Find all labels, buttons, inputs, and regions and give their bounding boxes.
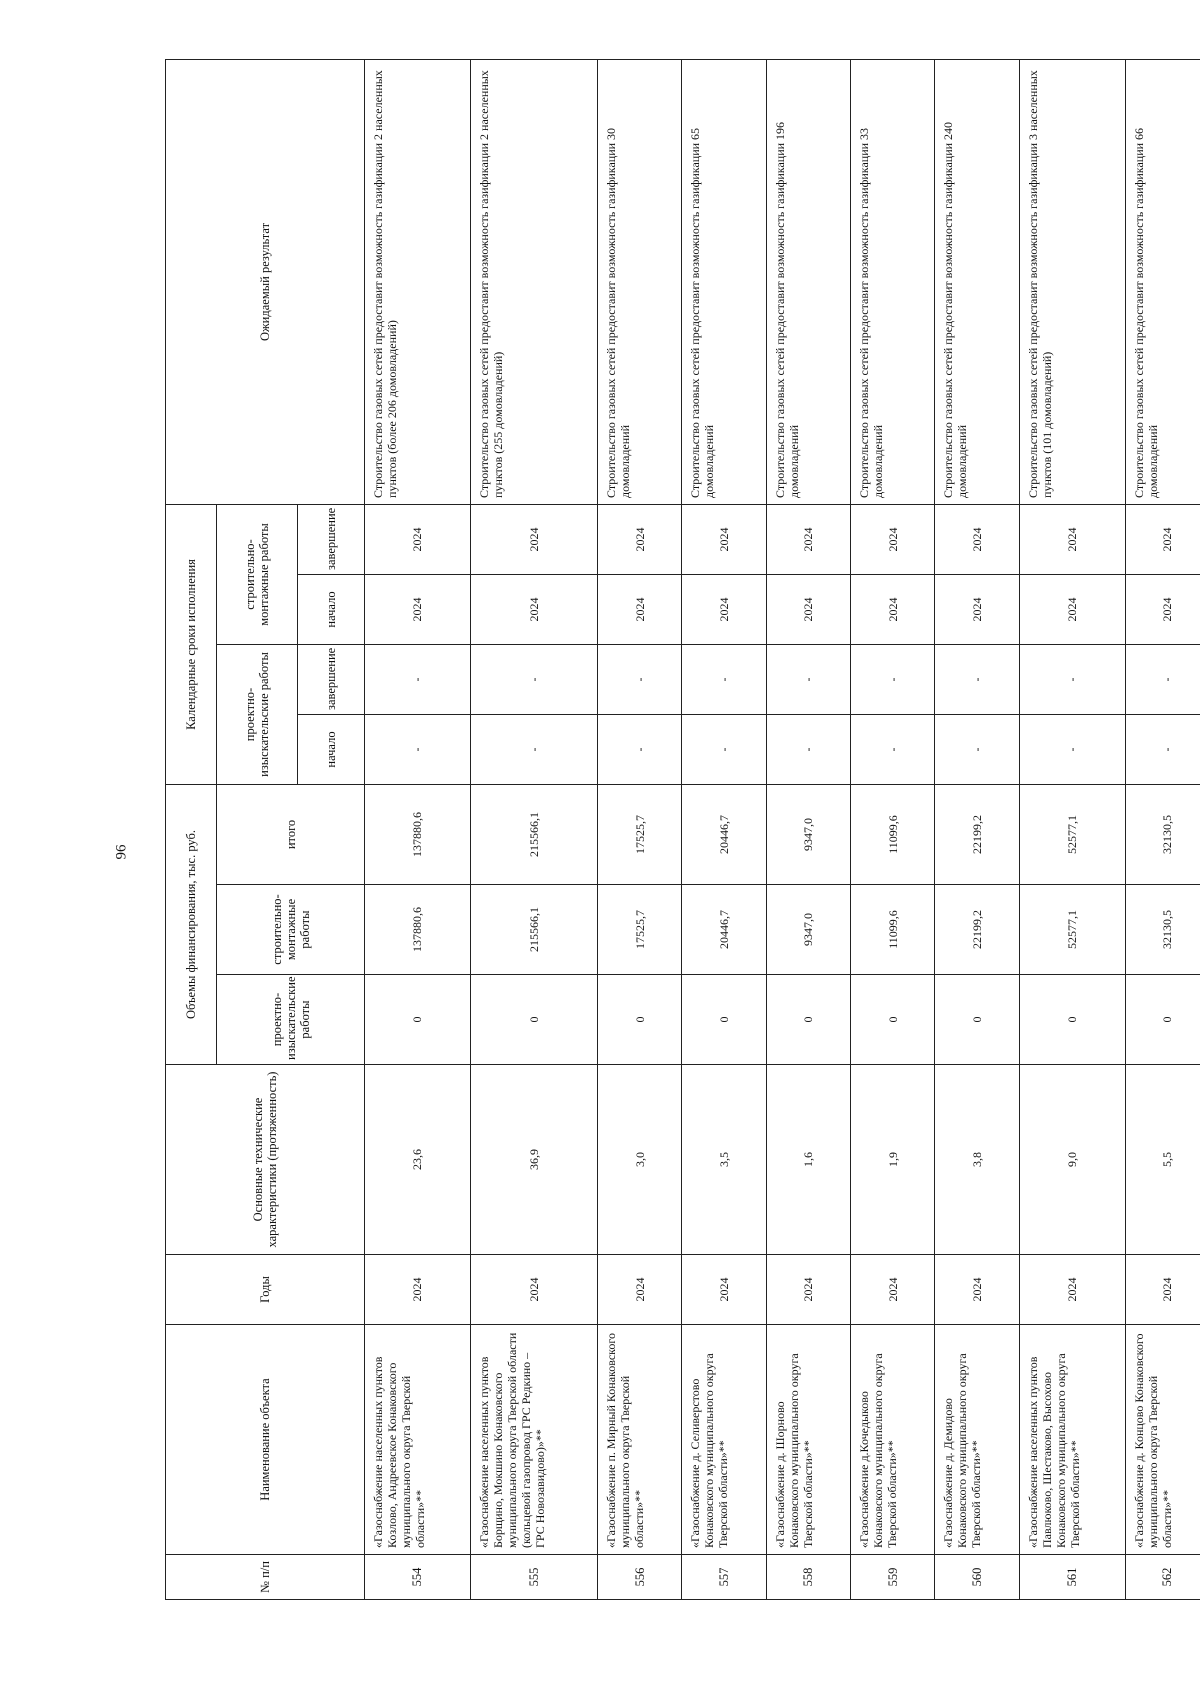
design-end: - bbox=[766, 645, 850, 715]
year: 2024 bbox=[851, 1255, 935, 1325]
header-name: Наименование объекта bbox=[166, 1325, 365, 1555]
design-start: - bbox=[935, 715, 1019, 785]
length: 1,9 bbox=[851, 1065, 935, 1255]
year: 2024 bbox=[935, 1255, 1019, 1325]
design-start: - bbox=[470, 715, 597, 785]
construction-end: 2024 bbox=[851, 504, 935, 574]
construction-start: 2024 bbox=[935, 575, 1019, 645]
row-num: 554 bbox=[365, 1555, 471, 1600]
row-num: 562 bbox=[1125, 1555, 1200, 1600]
table-row bbox=[1019, 59, 1125, 1599]
expected-result: Строительство газовых сетей предоставит возможность газификации 2 населенных пунктов (255 домовладений) bbox=[470, 59, 597, 504]
object-name: «Газоснабжение д.Кочедыково Конаковского муниципального округа Тверской области»** bbox=[851, 1325, 935, 1555]
construction-cost: 215566,1 bbox=[470, 885, 597, 975]
header-design-works: проектно-изыскательские работы bbox=[217, 975, 365, 1065]
header-total: итого bbox=[217, 785, 365, 885]
design-start: - bbox=[1125, 715, 1200, 785]
total-cost: 22199,2 bbox=[935, 785, 1019, 885]
construction-start: 2024 bbox=[1019, 575, 1125, 645]
length: 3,0 bbox=[598, 1065, 682, 1255]
table-row bbox=[766, 59, 850, 1599]
header-result: Ожидаемый результат bbox=[166, 59, 365, 504]
construction-cost: 52577,1 bbox=[1019, 885, 1125, 975]
table-row bbox=[1125, 59, 1200, 1599]
design-start: - bbox=[766, 715, 850, 785]
design-cost: 0 bbox=[365, 975, 471, 1065]
table-header bbox=[166, 59, 365, 1599]
year: 2024 bbox=[1125, 1255, 1200, 1325]
header-design-start: начало bbox=[298, 715, 365, 785]
total-cost: 137880,6 bbox=[365, 785, 471, 885]
year: 2024 bbox=[682, 1255, 766, 1325]
length: 3,8 bbox=[935, 1065, 1019, 1255]
object-name: «Газоснабжение д. Концово Конаковского муниципального округа Тверской области»** bbox=[1125, 1325, 1200, 1555]
design-start: - bbox=[1019, 715, 1125, 785]
design-end: - bbox=[1125, 645, 1200, 715]
design-end: - bbox=[470, 645, 597, 715]
design-end: - bbox=[682, 645, 766, 715]
row-num: 555 bbox=[470, 1555, 597, 1600]
expected-result: Строительство газовых сетей предоставит возможность газификации 3 населенных пунктов (101 домовладений) bbox=[1019, 59, 1125, 504]
design-cost: 0 bbox=[935, 975, 1019, 1065]
construction-cost: 22199,2 bbox=[935, 885, 1019, 975]
expected-result: Строительство газовых сетей предоставит возможность газификации 66 домовладений bbox=[1125, 59, 1200, 504]
header-construction-start: начало bbox=[298, 575, 365, 645]
construction-cost: 17525,7 bbox=[598, 885, 682, 975]
construction-cost: 137880,6 bbox=[365, 885, 471, 975]
year: 2024 bbox=[365, 1255, 471, 1325]
header-num: № п/п bbox=[166, 1555, 365, 1600]
construction-cost: 32130,5 bbox=[1125, 885, 1200, 975]
table-row bbox=[470, 59, 597, 1599]
header-construction-works: строительно-монтажные работы bbox=[217, 885, 365, 975]
header-years: Годы bbox=[166, 1255, 365, 1325]
design-end: - bbox=[851, 645, 935, 715]
expected-result: Строительство газовых сетей предоставит возможность газификации 33 домовладений bbox=[851, 59, 935, 504]
construction-end: 2024 bbox=[766, 504, 850, 574]
table-row bbox=[682, 59, 766, 1599]
header-schedule: Календарные сроки исполнения bbox=[166, 504, 217, 784]
design-cost: 0 bbox=[851, 975, 935, 1065]
year: 2024 bbox=[766, 1255, 850, 1325]
row-num: 560 bbox=[935, 1555, 1019, 1600]
total-cost: 52577,1 bbox=[1019, 785, 1125, 885]
design-end: - bbox=[365, 645, 471, 715]
length: 9,0 bbox=[1019, 1065, 1125, 1255]
length: 3,5 bbox=[682, 1065, 766, 1255]
table-row bbox=[851, 59, 935, 1599]
length: 36,9 bbox=[470, 1065, 597, 1255]
total-cost: 17525,7 bbox=[598, 785, 682, 885]
total-cost: 215566,1 bbox=[470, 785, 597, 885]
expected-result: Строительство газовых сетей предоставит возможность газификации 2 населенных пунктов (более 206 домовладений) bbox=[365, 59, 471, 504]
total-cost: 11099,6 bbox=[851, 785, 935, 885]
design-end: - bbox=[935, 645, 1019, 715]
header-financing: Объемы финансирования, тыс. руб. bbox=[166, 785, 217, 1065]
header-construction-end: завершение bbox=[298, 504, 365, 574]
design-start: - bbox=[365, 715, 471, 785]
design-start: - bbox=[682, 715, 766, 785]
expected-result: Строительство газовых сетей предоставит возможность газификации 240 домовладений bbox=[935, 59, 1019, 504]
row-num: 558 bbox=[766, 1555, 850, 1600]
object-name: «Газоснабжение населенных пунктов Козлово, Андреевское Конаковского муниципального округа Тверской области»** bbox=[365, 1325, 471, 1555]
table-row bbox=[935, 59, 1019, 1599]
object-name: «Газоснабжение д. Шорново Конаковского муниципального округа Тверской области»** bbox=[766, 1325, 850, 1555]
year: 2024 bbox=[598, 1255, 682, 1325]
length: 1,6 bbox=[766, 1065, 850, 1255]
construction-end: 2024 bbox=[1125, 504, 1200, 574]
design-end: - bbox=[1019, 645, 1125, 715]
design-cost: 0 bbox=[470, 975, 597, 1065]
rotated-sheet bbox=[165, 60, 1200, 1600]
construction-start: 2024 bbox=[682, 575, 766, 645]
design-cost: 0 bbox=[1019, 975, 1125, 1065]
object-name: «Газоснабжение населенных пунктов Павлюково, Шестаково, Высохово Конаковского муниципального округа Тверской области»** bbox=[1019, 1325, 1125, 1555]
header-tech: Основные технические характеристики (протяженность) bbox=[166, 1065, 365, 1255]
construction-start: 2024 bbox=[598, 575, 682, 645]
construction-end: 2024 bbox=[365, 504, 471, 574]
construction-start: 2024 bbox=[365, 575, 471, 645]
row-num: 557 bbox=[682, 1555, 766, 1600]
length: 23,6 bbox=[365, 1065, 471, 1255]
construction-end: 2024 bbox=[682, 504, 766, 574]
row-num: 556 bbox=[598, 1555, 682, 1600]
construction-end: 2024 bbox=[598, 504, 682, 574]
expected-result: Строительство газовых сетей предоставит возможность газификации 30 домовладений bbox=[598, 59, 682, 504]
header-schedule-design: проектно-изыскательские работы bbox=[217, 645, 298, 785]
design-cost: 0 bbox=[598, 975, 682, 1065]
design-start: - bbox=[598, 715, 682, 785]
design-cost: 0 bbox=[1125, 975, 1200, 1065]
header-schedule-construction: строительно-монтажные работы bbox=[217, 504, 298, 644]
design-end: - bbox=[598, 645, 682, 715]
expected-result: Строительство газовых сетей предоставит возможность газификации 65 домовладений bbox=[682, 59, 766, 504]
object-name: «Газоснабжение п. Мирный Конаковского муниципального округа Тверской области»** bbox=[598, 1325, 682, 1555]
construction-start: 2024 bbox=[470, 575, 597, 645]
construction-start: 2024 bbox=[1125, 575, 1200, 645]
design-start: - bbox=[851, 715, 935, 785]
row-num: 559 bbox=[851, 1555, 935, 1600]
construction-cost: 11099,6 bbox=[851, 885, 935, 975]
year: 2024 bbox=[1019, 1255, 1125, 1325]
construction-cost: 20446,7 bbox=[682, 885, 766, 975]
year: 2024 bbox=[470, 1255, 597, 1325]
object-name: «Газоснабжение д. Демидово Конаковского муниципального округа Тверской области»** bbox=[935, 1325, 1019, 1555]
expected-result: Строительство газовых сетей предоставит возможность газификации 196 домовладений bbox=[766, 59, 850, 504]
table-body bbox=[365, 59, 1200, 1599]
design-cost: 0 bbox=[682, 975, 766, 1065]
design-cost: 0 bbox=[766, 975, 850, 1065]
table-row bbox=[598, 59, 682, 1599]
construction-end: 2024 bbox=[935, 504, 1019, 574]
total-cost: 9347,0 bbox=[766, 785, 850, 885]
gasification-objects-table bbox=[165, 59, 1200, 1600]
page-number: 96 bbox=[113, 844, 130, 860]
construction-end: 2024 bbox=[1019, 504, 1125, 574]
construction-cost: 9347,0 bbox=[766, 885, 850, 975]
object-name: «Газоснабжение населенных пунктов Борщино, Мокшино Конаковского муниципального округа Тверской области (кольцевой газопровод ГРС Редкино – ГРС Новозавидово)»** bbox=[470, 1325, 597, 1555]
length: 5,5 bbox=[1125, 1065, 1200, 1255]
object-name: «Газоснабжение д. Селиверстово Конаковского муниципального округа Тверской области»** bbox=[682, 1325, 766, 1555]
total-cost: 32130,5 bbox=[1125, 785, 1200, 885]
construction-end: 2024 bbox=[470, 504, 597, 574]
row-num: 561 bbox=[1019, 1555, 1125, 1600]
table-row bbox=[365, 59, 471, 1599]
total-cost: 20446,7 bbox=[682, 785, 766, 885]
construction-start: 2024 bbox=[766, 575, 850, 645]
construction-start: 2024 bbox=[851, 575, 935, 645]
header-design-end: завершение bbox=[298, 645, 365, 715]
